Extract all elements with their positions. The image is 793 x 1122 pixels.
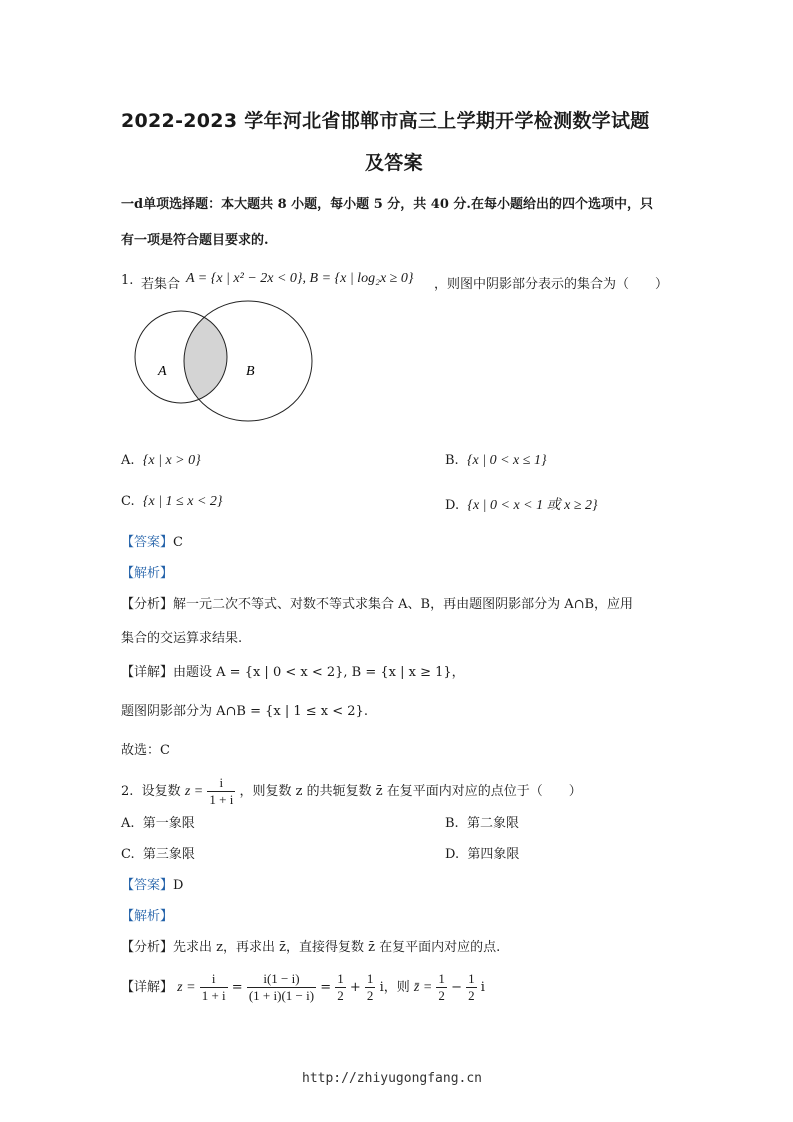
q1-answer: 【答案】C: [121, 535, 183, 550]
q2-detail-fraction-1: $\frac{i}{1 + i}$: [201, 971, 226, 1003]
q2-detail-fraction-2: $\frac{i(1 - i)}{(1 + i)(1 - i)}$: [248, 971, 315, 1003]
q2-detail-fraction-6: $\frac{1}{2}$: [468, 971, 475, 1003]
q2-detail-fraction-3: $\frac{1}{2}$: [337, 971, 344, 1003]
q1-conclusion: 故选：C: [121, 743, 170, 758]
q1-fenxi: 【分析】解一元二次不等式、对数不等式求集合 A、B，再由题图阴影部分为 A∩B，应用: [121, 597, 634, 612]
q2-option-a: A. 第一象限: [121, 816, 195, 831]
section-heading: 一d单项选择题：本大题共 8 小题，每小题 5 分，共 40 分.在每小题给出的四个选项中，只: [121, 197, 653, 212]
q1-number: 1.: [121, 273, 134, 288]
q1-detail-line2: 题图阴影部分为 A∩B = {x | 1 ≤ x < 2}.: [121, 704, 368, 719]
q2-option-c: C. 第三象限: [121, 847, 195, 862]
q1-fenxi-line2: 集合的交运算求结果.: [121, 631, 243, 646]
q2-answer: 【答案】D: [121, 878, 184, 893]
section-heading-line2: 有一项是符合题目要求的.: [121, 233, 269, 248]
page-title: 2022-2023 学年河北省邯郸市高三上学期开学检测数学试题: [121, 110, 650, 132]
q1-option-c: C. {x | 1 ≤ x < 2}: [121, 494, 223, 509]
q1-prefix: 若集合: [141, 277, 181, 292]
q1-option-b: B. {x | 0 < x ≤ 1}: [445, 453, 547, 468]
venn-diagram: [125, 300, 325, 425]
q1-option-d: D. {x | 0 < x < 1 或 x ≥ 2}: [445, 498, 598, 513]
q2-detail-fraction-5: $\frac{1}{2}$: [438, 971, 445, 1003]
q2-fraction: $\frac{i}{1 + i}$: [209, 775, 234, 807]
venn-label-b: B: [246, 364, 255, 379]
page-title-line2: 及答案: [365, 152, 423, 174]
q2-analysis-tag: 【解析】: [121, 909, 174, 924]
q2-fenxi: 【分析】先求出 z，再求出 z̄，直接得复数 z̄ 在复平面内对应的点.: [121, 940, 501, 955]
q2-option-d: D. 第四象限: [445, 847, 520, 862]
q1-suffix: ，则图中阴影部分表示的集合为（ ）: [434, 277, 669, 292]
q2-detail-fraction-4: $\frac{1}{2}$: [366, 971, 374, 1003]
q1-analysis-tag: 【解析】: [121, 566, 174, 581]
venn-shaded-intersection: [184, 301, 312, 421]
q2-option-b: B. 第二象限: [445, 816, 519, 831]
q2-detail: 【详解】 z = $\frac{i}{1 + i}$ = $\frac{i(1 - i)}{(1 + i)(1 - i)}$ = $\frac{1}{2}$ + $\frac{1}{2}$ i，则 z̄ = $\frac{1}{2}$ − $\frac{1}{2}$ i: [121, 971, 485, 1003]
q1-set-expression: A = {x | x² − 2x < 0}, B = {x | log₂x ≥ 0}: [186, 271, 414, 286]
q1-detail: 【详解】由题设 A = {x | 0 < x < 2}, B = {x | x ≥ 1}，: [121, 665, 465, 680]
q2-stem: 2. 设复数 z = $\frac{i}{1 + i}$ ，则复数 z 的共轭复数 z̄ 在复平面内对应的点位于（ ）: [121, 775, 582, 807]
q1-option-a: A. {x | x > 0}: [121, 453, 201, 468]
venn-label-a: A: [158, 364, 167, 379]
footer-url: http://zhiyugongfang.cn: [302, 1071, 483, 1086]
